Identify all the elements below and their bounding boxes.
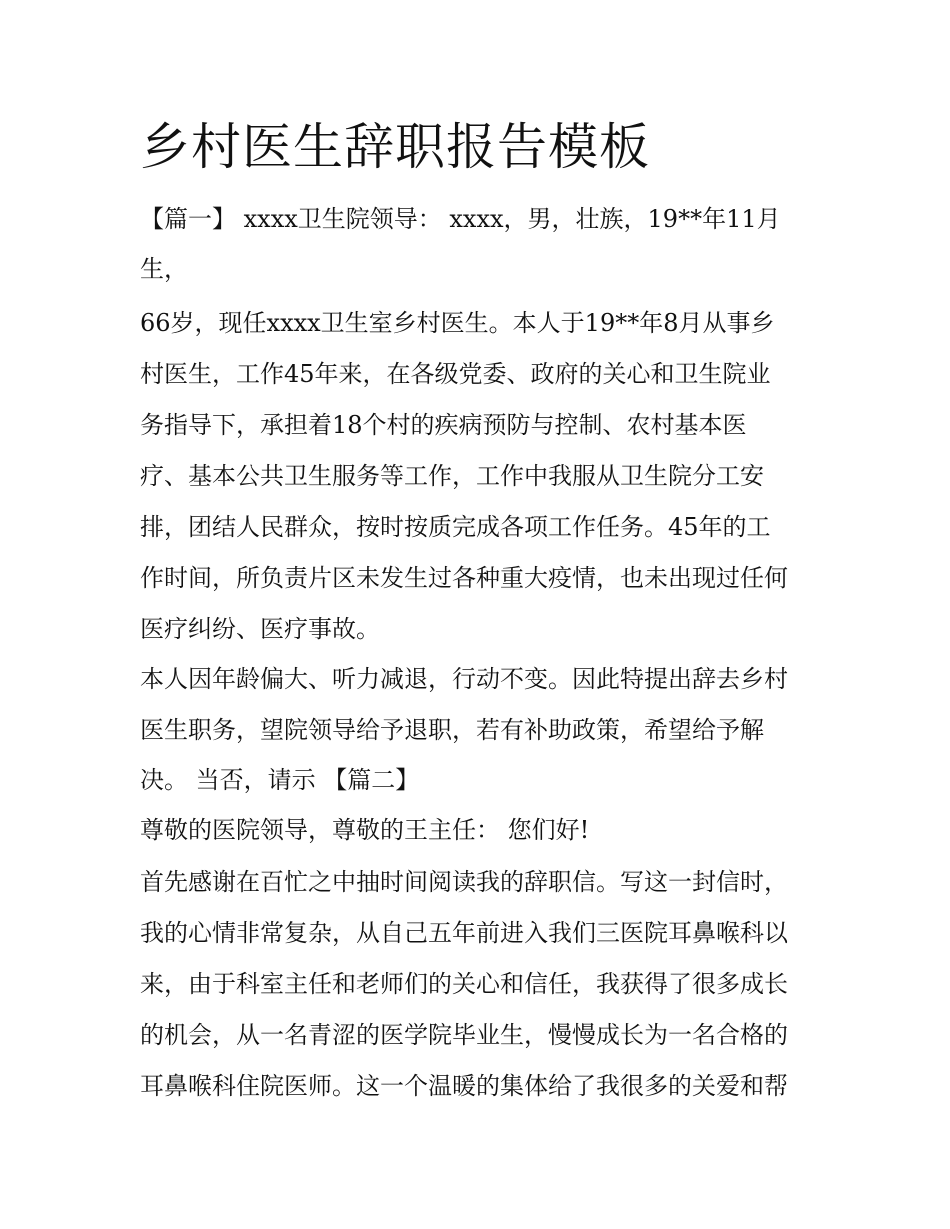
body-line: 我的心情非常复杂，从自己五年前进入我们三医院耳鼻喉科以 [140, 919, 788, 947]
body-line: 生， [140, 255, 188, 283]
body-line: 【篇一】 xxxx卫生院领导： xxxx，男，壮族，19**年11月 [140, 205, 781, 233]
body-line: 务指导下，承担着18个村的疾病预防与控制、农村基本医 [140, 411, 747, 439]
body-line: 66岁，现任xxxx卫生室乡村医生。本人于19**年8月从事乡 [140, 309, 775, 337]
body-line: 首先感谢在百忙之中抽时间阅读我的辞职信。写这一封信时， [140, 868, 788, 896]
body-line: 作时间，所负责片区未发生过各种重大疫情，也未出现过任何 [140, 564, 788, 592]
body-line: 决。 当否，请示 【篇二】 [140, 766, 420, 794]
body-line: 医生职务，望院领导给予退职，若有补助政策，希望给予解 [140, 716, 764, 744]
body-line: 的机会，从一名青涩的医学院毕业生，慢慢成长为一名合格的 [140, 1021, 788, 1049]
body-line: 疗、基本公共卫生服务等工作，工作中我服从卫生院分工安 [140, 462, 764, 490]
body-line: 尊敬的医院领导，尊敬的王主任： 您们好! [140, 816, 590, 844]
body-line: 本人因年龄偏大、听力减退，行动不变。因此特提出辞去乡村 [140, 665, 788, 693]
body-line: 排，团结人民群众，按时按质完成各项工作任务。45年的工 [140, 513, 771, 541]
body-line: 来，由于科室主任和老师们的关心和信任，我获得了很多成长 [140, 970, 788, 998]
body-line: 村医生，工作45年来，在各级党委、政府的关心和卫生院业 [140, 360, 771, 388]
body-line: 医疗纠纷、医疗事故。 [140, 615, 380, 643]
body-line: 耳鼻喉科住院医师。这一个温暖的集体给了我很多的关爱和帮 [140, 1072, 788, 1100]
document-title: 乡村医生辞职报告模板 [140, 118, 650, 176]
